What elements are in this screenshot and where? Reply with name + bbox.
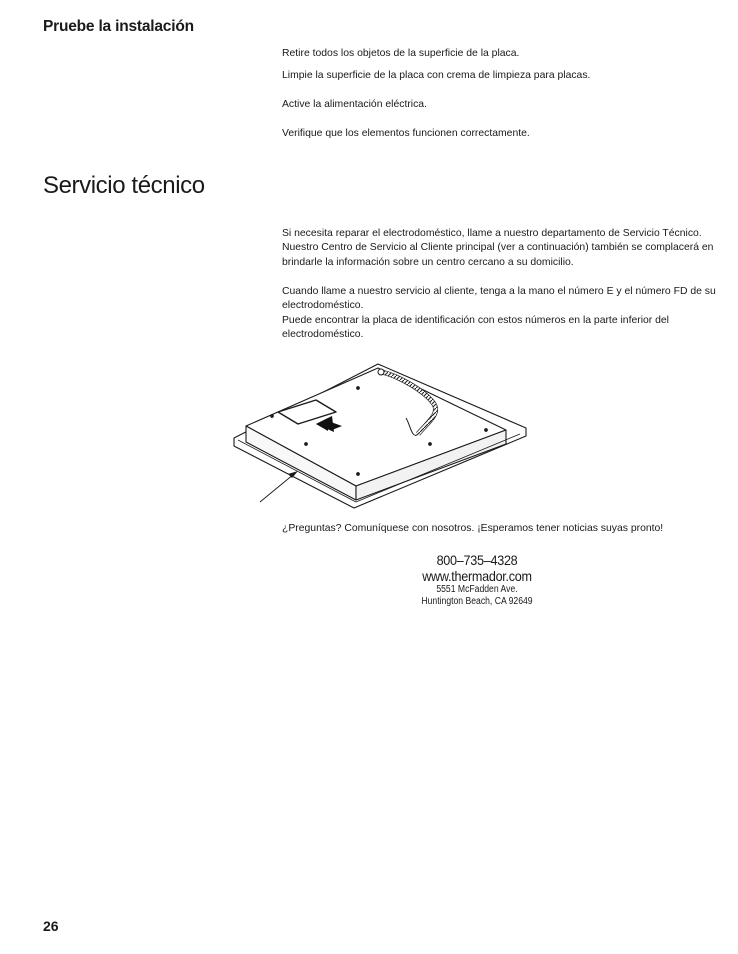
address-street: 5551 McFadden Ave. [436, 584, 518, 595]
questions-line: ¿Preguntas? Comuníquese con nosotros. ¡Esperamos tener noticias suyas pronto! [282, 523, 664, 534]
website-link[interactable]: www.thermador.com [422, 568, 532, 584]
section-heading-service: Servicio técnico [43, 172, 205, 199]
service-paragraph-numbers: Cuando llame a nuestro servicio al cliente, tenga a la mano el número E y el número FD de su electrodoméstico. [282, 286, 716, 312]
cooktop-illustration [228, 360, 528, 515]
contact-block [400, 552, 554, 608]
step-clean-surface: Limpie la superficie de la placa con crema de limpieza para placas. [282, 70, 591, 81]
section-heading-test: Pruebe la instalación [43, 18, 194, 35]
service-paragraph-plate: Puede encontrar la placa de identificación con estos números en la parte inferior del electrodoméstico. [282, 315, 669, 341]
address-city: Huntington Beach, CA 92649 [421, 596, 533, 607]
service-paragraph: Si necesita reparar el electrodoméstico, llame a nuestro departamento de Servicio Técnico. Nuestro Centro de Servicio al Cliente principal (ver a continuación) también se complacerá en brindarle la información sobre un centro cercano a su domicilio. [282, 228, 714, 268]
phone-number: 800–735–4328 [436, 552, 518, 568]
page-number: 26 [43, 918, 59, 934]
step-remove-objects: Retire todos los objetos de la superficie de la placa. [282, 48, 520, 59]
step-verify-elements: Verifique que los elementos funcionen correctamente. [282, 128, 530, 139]
step-power-on: Active la alimentación eléctrica. [282, 99, 427, 110]
